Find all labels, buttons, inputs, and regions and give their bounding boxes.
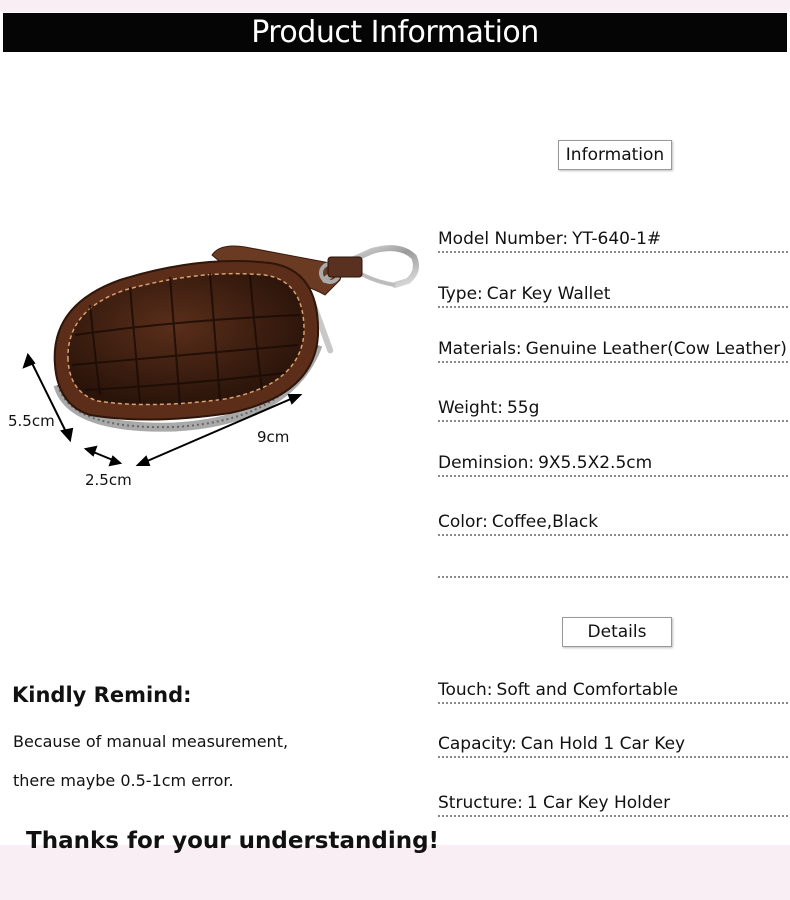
remind-title: Kindly Remind: [12,683,192,707]
spec-structure-label: Structure: [438,793,523,813]
spec-type [438,283,788,308]
spec-weight-value: 55g [506,398,540,418]
remind-line-2: there maybe 0.5-1cm error. [13,771,234,790]
key-clip [308,248,416,354]
spec-capacity-value: Can Hold 1 Car Key [520,734,686,754]
height-label: 5.5cm [8,412,55,430]
spec-touch-label: Touch: [438,680,493,700]
title-bar [3,13,787,52]
spec-type-value: Car Key Wallet [486,284,611,304]
thanks-text: Thanks for your understanding! [26,828,440,854]
spec-structure [438,792,788,817]
spec-color-value: Coffee,Black [491,512,599,532]
spec-weight-label: Weight: [438,398,503,418]
information-section-label: Information [558,140,672,170]
spec-model-value: YT-640-1# [572,229,662,249]
details-section-label: Details [562,617,672,647]
spec-materials [438,338,788,363]
remind-line-1: Because of manual measurement, [13,732,289,751]
spec-type-label: Type: [438,284,483,304]
spec-materials-label: Materials: [438,339,522,359]
product-image [0,225,430,485]
spec-capacity [438,733,788,758]
spec-weight [438,397,788,422]
spec-touch-value: Soft and Comfortable [496,680,679,700]
spec-empty-row [438,553,788,578]
spec-dimension-value: 9X5.5X2.5cm [538,453,653,473]
spec-dimension-label: Deminsion: [438,453,535,473]
spec-structure-value: 1 Car Key Holder [526,793,671,813]
depth-label: 2.5cm [85,471,132,489]
spec-touch [438,679,788,704]
spec-model-label: Model Number: [438,229,569,249]
spec-capacity-label: Capacity: [438,734,517,754]
spec-dimension [438,452,788,477]
spec-materials-value: Genuine Leather(Cow Leather) [525,339,787,359]
spec-color [438,511,788,536]
page-title: Product Information [251,15,539,50]
spec-color-label: Color: [438,512,488,532]
length-label: 9cm [257,428,290,446]
top-band [0,0,790,12]
spec-model [438,228,788,253]
